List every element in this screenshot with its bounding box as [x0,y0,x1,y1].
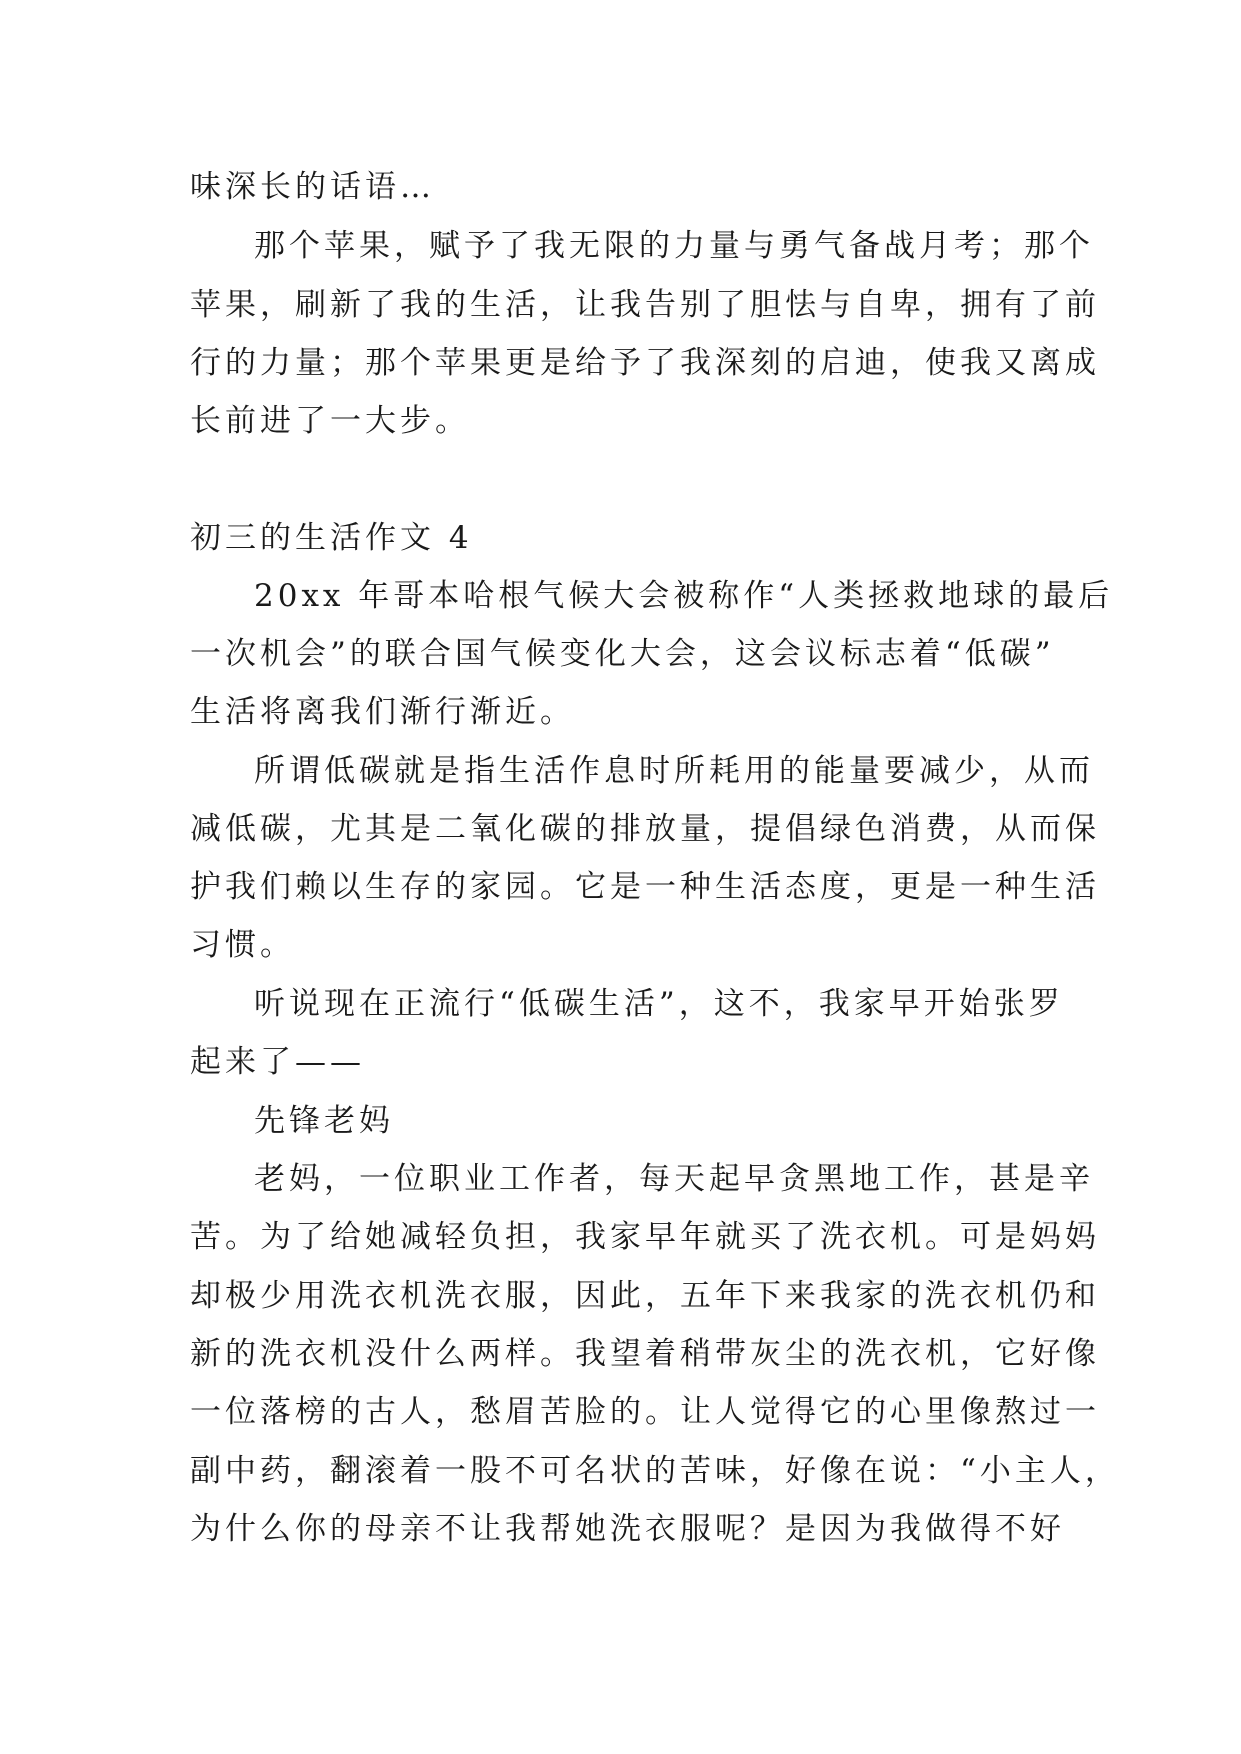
text-line: 护我们赖以生存的家园。它是一种生活态度，更是一种生活 [190,869,1100,905]
text-line: 行的力量；那个苹果更是给予了我深刻的启迪，使我又离成 [190,345,1100,381]
text-line: 一次机会”的联合国气候变化大会，这会议标志着“低碳” [190,636,1055,672]
text-line: 为什么你的母亲不让我帮她洗衣服呢？是因为我做得不好 [190,1511,1065,1547]
text-line: 起来了—— [190,1044,365,1080]
text-line: 习惯。 [190,927,295,963]
paragraph-first-line: 听说现在正流行“低碳生活”，这不，我家早开始张罗 [254,986,1064,1022]
text-line: 新的洗衣机没什么两样。我望着稍带灰尘的洗衣机，它好像 [190,1336,1100,1372]
subheading: 先锋老妈 [254,1103,394,1139]
section-heading: 初三的生活作文 4 [190,520,473,556]
text-line: 苦。为了给她减轻负担，我家早年就买了洗衣机。可是妈妈 [190,1219,1100,1255]
paragraph-first-line: 老妈，一位职业工作者，每天起早贪黑地工作，甚是辛 [254,1161,1094,1197]
text-line: 苹果，刷新了我的生活，让我告别了胆怯与自卑，拥有了前 [190,287,1100,323]
paragraph-first-line: 那个苹果，赋予了我无限的力量与勇气备战月考；那个 [254,228,1094,264]
text-line: 一位落榜的古人，愁眉苦脸的。让人觉得它的心里像熬过一 [190,1394,1100,1430]
text-line: 味深长的话语… [190,169,435,205]
paragraph-first-line: 所谓低碳就是指生活作息时所耗用的能量要减少，从而 [254,753,1094,789]
text-line: 副中药，翻滚着一股不可名状的苦味，好像在说：“小主人， [190,1453,1120,1489]
paragraph-first-line: 20xx 年哥本哈根气候大会被称作“人类拯救地球的最后 [254,578,1114,614]
text-line: 长前进了一大步。 [190,403,470,439]
text-line: 减低碳，尤其是二氧化碳的排放量，提倡绿色消费，从而保 [190,811,1100,847]
text-line: 却极少用洗衣机洗衣服，因此，五年下来我家的洗衣机仍和 [190,1278,1100,1314]
text-line: 生活将离我们渐行渐近。 [190,694,575,730]
